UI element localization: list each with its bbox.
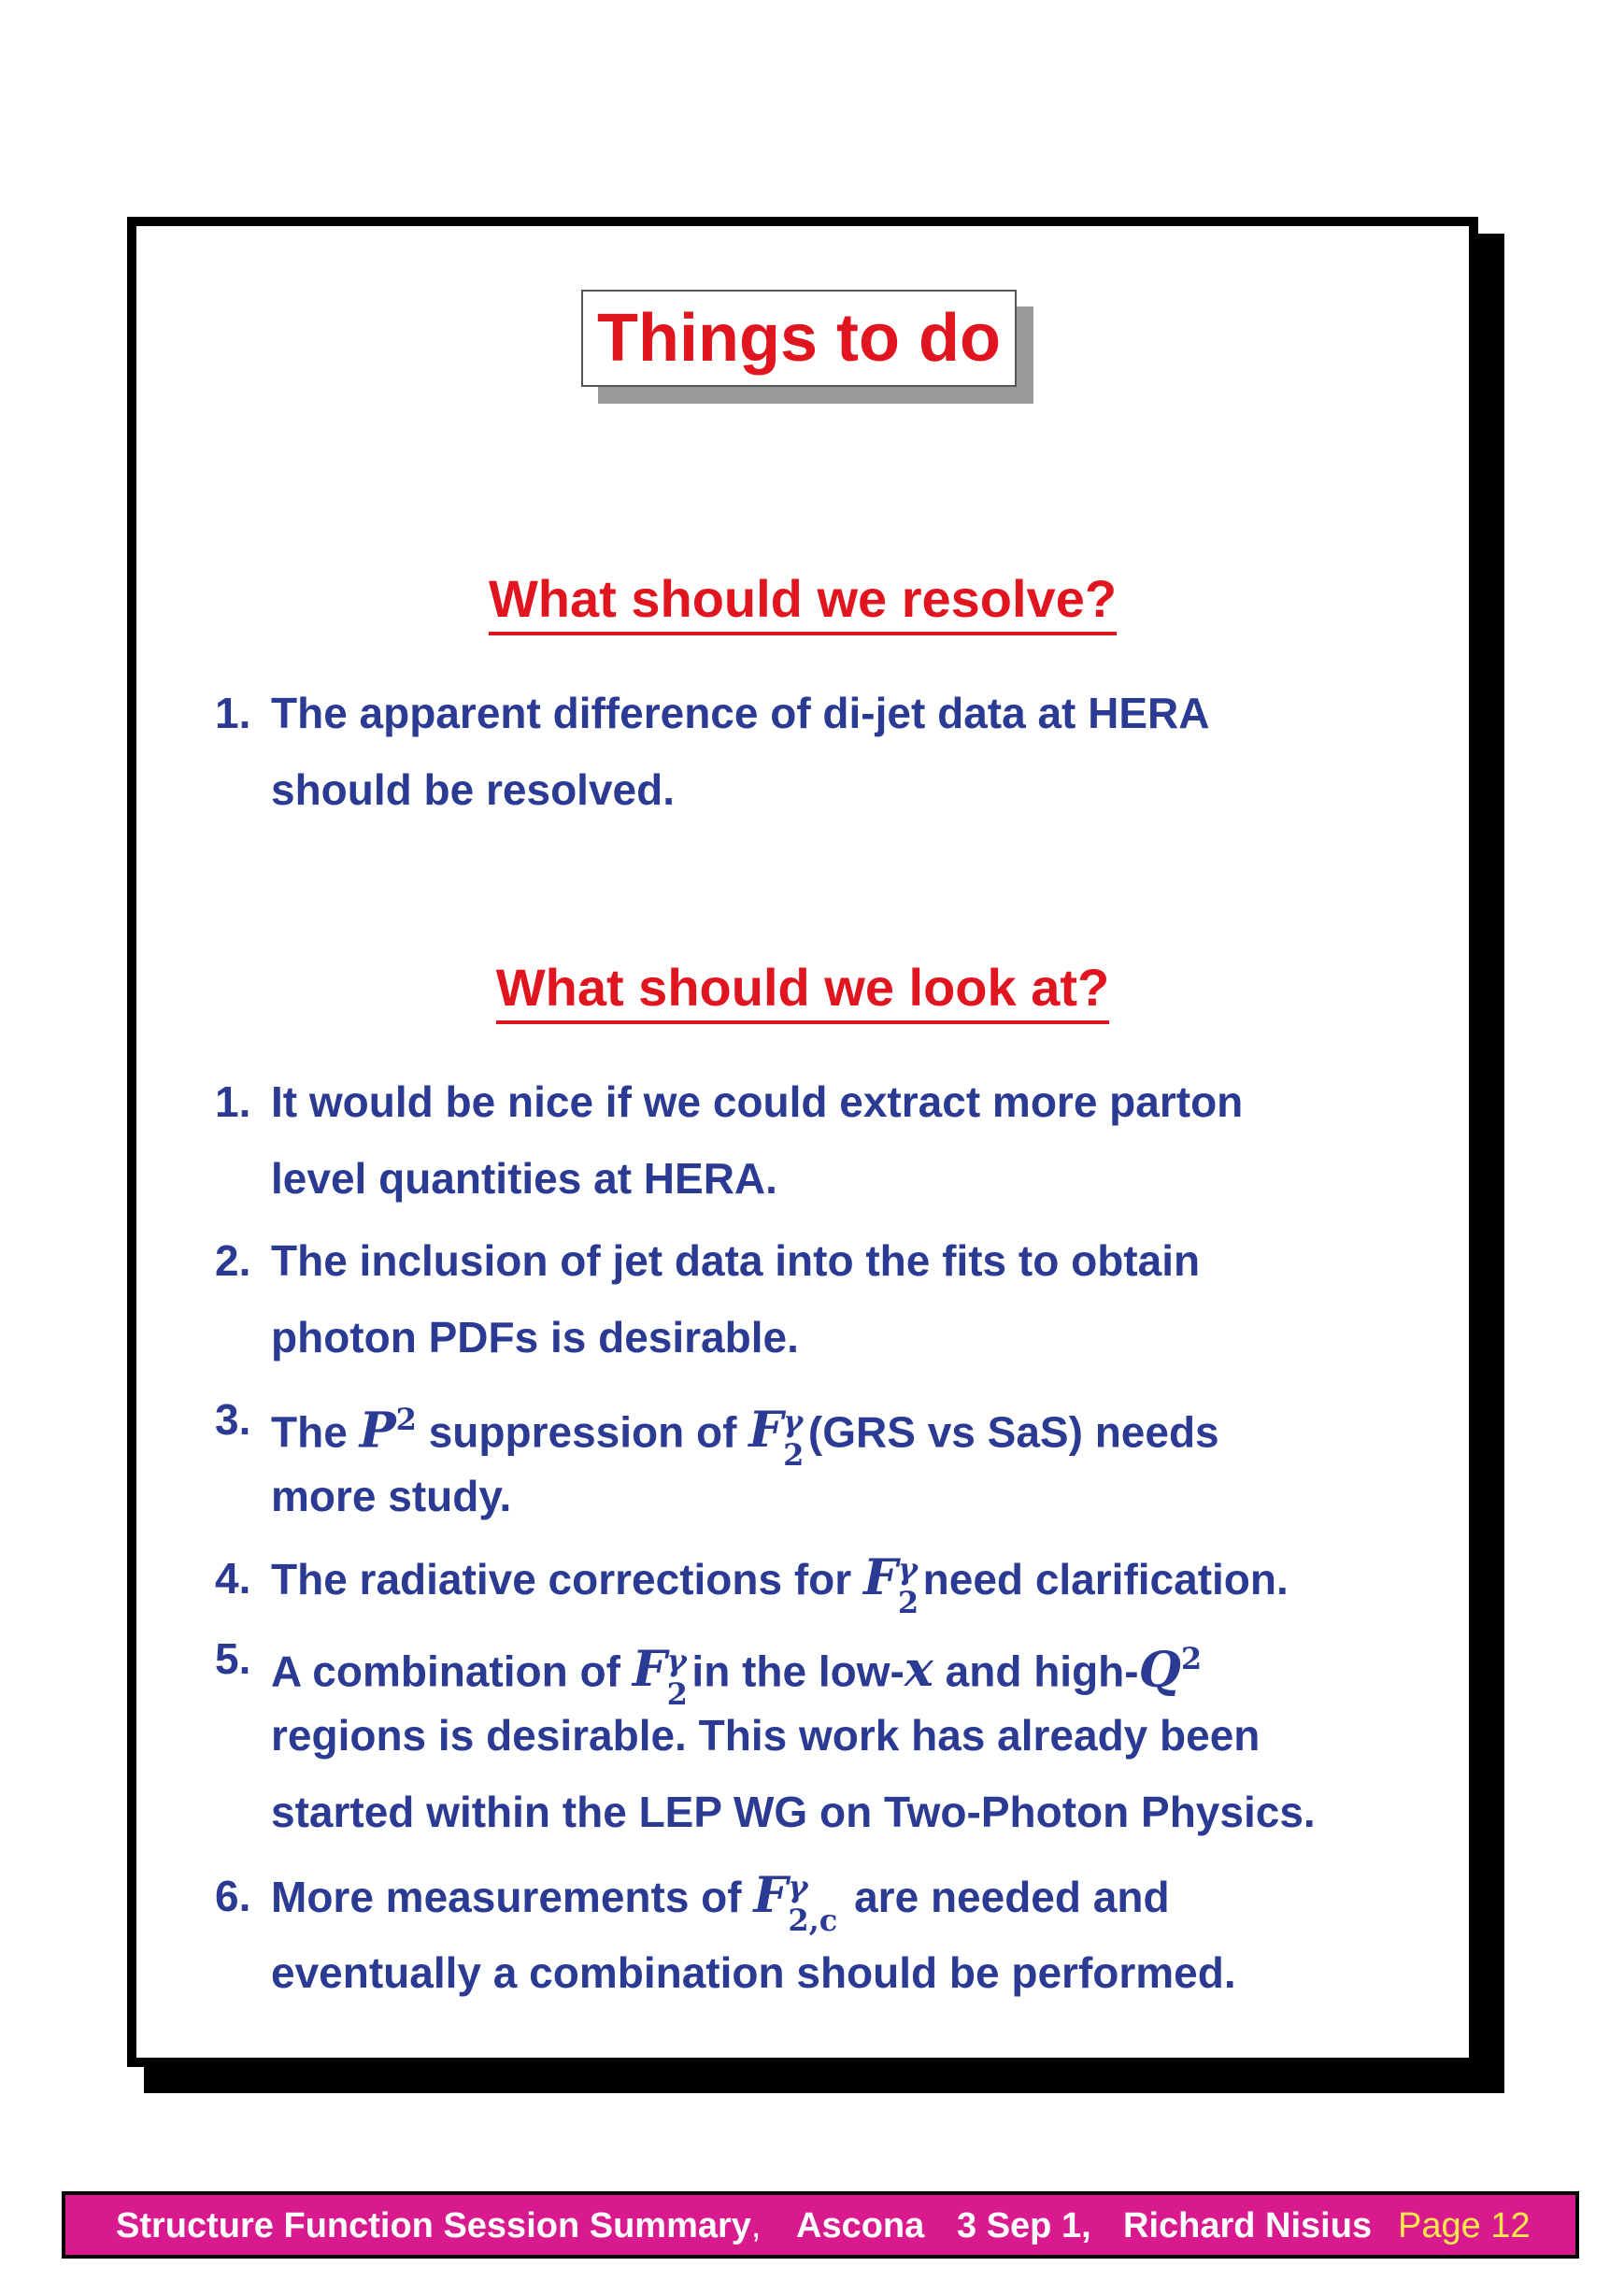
item-text: suppression of (428, 1407, 737, 1457)
item-line: started within the LEP WG on Two-Photon Physics. (271, 1788, 1316, 1836)
math-F2-gamma: F γ 2 (862, 1549, 919, 1620)
slide-title: Things to do (581, 290, 1017, 387)
footer-page-number: Page 12 (1398, 2206, 1531, 2245)
item-text: A combination of (271, 1646, 620, 1696)
item-line (271, 1381, 1448, 1474)
item-text: (GRS vs SaS) needs (807, 1407, 1219, 1457)
section-heading-resolve-text: What should we resolve? (489, 570, 1117, 635)
footer-bar (62, 2191, 1579, 2259)
footer-author: Richard Nisius (1123, 2206, 1373, 2245)
item-text: and high- (945, 1646, 1139, 1696)
item-number: 5. (215, 1634, 251, 1683)
math-F2-gamma: F γ 2 (632, 1641, 688, 1713)
footer-title: Structure Function Session Summary, (116, 2206, 762, 2245)
item-line (271, 1620, 1448, 1713)
section-heading-resolve (127, 568, 1478, 635)
section-heading-look-at-text: What should we look at? (496, 959, 1109, 1024)
item-text: are needed and (854, 1873, 1170, 1921)
item-line: The inclusion of jet data into the fits to obtain (271, 1236, 1201, 1285)
item-line: should be resolved. (271, 765, 675, 814)
item-number: 4. (215, 1554, 251, 1603)
item-number: 2. (215, 1236, 251, 1285)
item-line: It would be nice if we could extract more parton (271, 1077, 1244, 1126)
item-text: need clarification. (922, 1555, 1289, 1604)
item-line: level quantities at HERA. (271, 1154, 777, 1203)
item-line: The apparent difference of di-jet data at HERA (271, 689, 1210, 737)
item-line: regions is desirable. This work has already been (271, 1711, 1261, 1760)
math-P-squared: $P^2$ (359, 1402, 417, 1460)
item-line (271, 1540, 1448, 1620)
math-F2c-gamma: F γ 2,c (753, 1867, 838, 1938)
item-number: 6. (215, 1872, 251, 1920)
footer-date: 3 Sep 1, (957, 2206, 1091, 2245)
item-number: 1. (215, 689, 251, 737)
item-number: 3. (215, 1395, 251, 1444)
item-line: more study. (271, 1472, 512, 1520)
item-line: photon PDFs is desirable. (271, 1313, 799, 1361)
item-number: 1. (215, 1077, 251, 1126)
item-text: More measurements of (271, 1873, 742, 1921)
item-text: in the low- (691, 1646, 905, 1696)
item-line (271, 1858, 1448, 1938)
math-F2-gamma: F γ 2 (748, 1402, 805, 1474)
item-line: eventually a combination should be performed. (271, 1948, 1236, 1997)
footer-location: Ascona (796, 2206, 925, 2245)
item-text: The radiative corrections for (271, 1555, 852, 1604)
section-heading-look-at (127, 957, 1478, 1024)
math-x: x (904, 1641, 933, 1699)
item-text: The (271, 1407, 348, 1457)
math-Q-squared: $Q^2$ (1138, 1641, 1203, 1699)
